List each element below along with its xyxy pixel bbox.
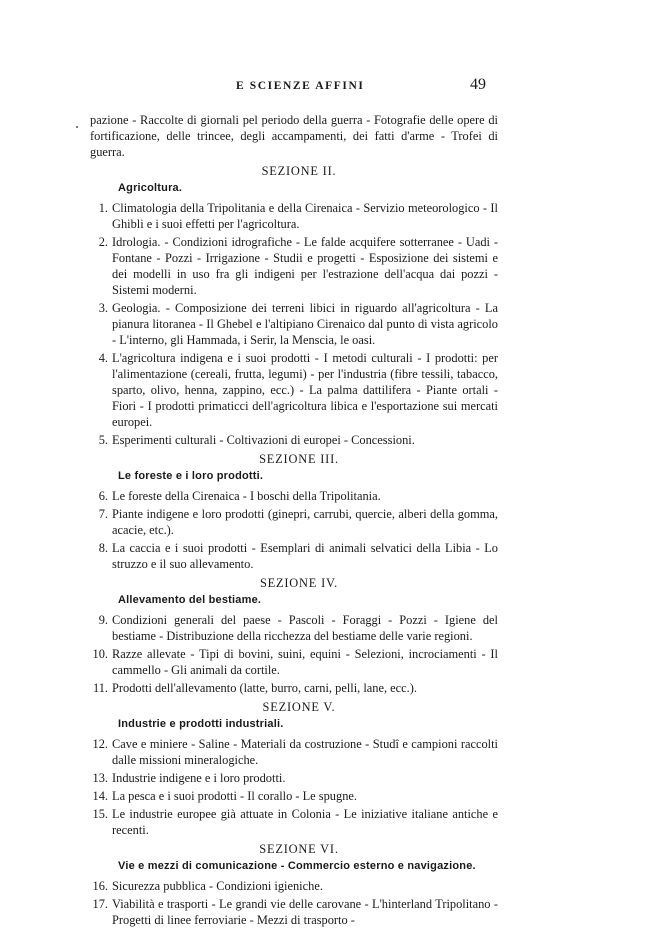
item-text: Condizioni generali del paese - Pascoli - Foraggi - Pozzi - Igiene del bestiame - Distribuzione della ricchezza del bestiame delle varie regioni. [112, 613, 498, 643]
section-title: SEZIONE III. [259, 452, 339, 466]
running-head: E SCIENZE AFFINI [236, 80, 365, 92]
item-number: 8. [98, 541, 108, 555]
item-number: 7. [98, 507, 108, 521]
item-text: Cave e miniere - Saline - Materiali da costruzione - Studî e campioni raccolti dalle missioni mineralogiche. [112, 737, 498, 767]
item-number: 15. [92, 807, 108, 821]
section-subtitle: Allevamento del bestiame. [118, 594, 262, 606]
list-item [90, 234, 498, 298]
list-item [90, 506, 498, 538]
page-body [90, 112, 498, 930]
item-number: 9. [98, 613, 108, 627]
item-number: 17. [92, 897, 108, 911]
item-number: 1. [98, 201, 108, 215]
section-subtitle: Industrie e prodotti industriali. [118, 718, 284, 730]
item-text: Industrie indigene e i loro prodotti. [112, 771, 286, 785]
item-number: 5. [98, 433, 108, 447]
item-number: 13. [92, 771, 108, 785]
item-text: Esperimenti culturali - Coltivazioni di europei - Concessioni. [112, 433, 415, 447]
speck-mark [76, 126, 78, 128]
item-text: Climatologia della Tripolitania e della Cirenaica - Servizio meteorologico - Il Ghibli e i suoi effetti per l'agricoltura. [112, 201, 498, 231]
intro-paragraph: pazione - Raccolte di giornali pel periodo della guerra - Fotografie delle opere di fortificazione, delle trincee, degli accampamenti, dei fatti d'arme - Trofei di guerra. [90, 113, 498, 159]
list-item [90, 200, 498, 232]
section-title: SEZIONE II. [261, 164, 337, 178]
list-item [90, 806, 498, 838]
item-text: Viabilità e trasporti - Le grandi vie delle carovane - L'hinterland Tripolitano - Progetti di linee ferroviarie - Mezzi di trasporto - [112, 897, 498, 927]
section-title: SEZIONE V. [262, 700, 336, 714]
item-text: La caccia e i suoi prodotti - Esemplari di animali selvatici della Libia - Lo struzzo e il suo allevamento. [112, 541, 498, 571]
sections-list [90, 163, 498, 928]
item-number: 6. [98, 489, 108, 503]
list-item [90, 896, 498, 928]
list-item [90, 680, 498, 696]
page-number: 49 [470, 76, 486, 93]
item-number: 11. [92, 681, 108, 695]
list-item [90, 770, 498, 786]
list-item [90, 432, 498, 448]
item-text: Piante indigene e loro prodotti (ginepri, carrubi, quercie, alberi della gomma, acacie, etc.). [112, 507, 498, 537]
item-number: 4. [98, 351, 108, 365]
item-number: 16. [92, 879, 108, 893]
section-subtitle: Vie e mezzi di comunicazione - Commercio esterno e navigazione. [118, 860, 476, 872]
section-title: SEZIONE IV. [259, 576, 339, 590]
page-header [0, 76, 646, 100]
list-item [90, 540, 498, 572]
item-number: 10. [92, 647, 108, 661]
section-subtitle: Agricoltura. [118, 182, 183, 194]
item-text: Idrologia. - Condizioni idrografiche - Le falde acquifere sotterranee - Uadi - Fontane - Pozzi - Irrigazione - Studii e progetti - Esposizione dei sistemi e dei modelli in uso fra gli indigeni per l'estrazione dell'acqua dai pozzi - Sistemi moderni. [112, 235, 498, 297]
item-text: Le foreste della Cirenaica - I boschi della Tripolitania. [112, 489, 381, 503]
item-text: Geologia. - Composizione dei terreni libici in riguardo all'agricoltura - La pianura litoranea - Il Ghebel e l'altipiano Cirenaico dal punto di vista agricolo - L'interno, gli Hammada, i Serir, la Menscia, le oasi. [112, 301, 498, 347]
list-item [90, 646, 498, 678]
item-text: Le industrie europee già attuate in Colonia - Le iniziative italiane antiche e recenti. [112, 807, 498, 837]
list-item [90, 788, 498, 804]
item-number: 14. [92, 789, 108, 803]
list-item [90, 488, 498, 504]
item-text: Prodotti dell'allevamento (latte, burro, carni, pelli, lane, ecc.). [112, 681, 417, 695]
item-text: La pesca e i suoi prodotti - Il corallo - Le spugne. [112, 789, 357, 803]
item-number: 3. [98, 301, 108, 315]
list-item [90, 300, 498, 348]
item-text: Sicurezza pubblica - Condizioni igieniche. [112, 879, 323, 893]
section-subtitle: Le foreste e i loro prodotti. [118, 470, 264, 482]
item-text: L'agricoltura indigena e i suoi prodotti - I metodi culturali - I prodotti: per l'alimentazione (cereali, frutta, legumi) - per l'industria (fibre tessili, tabacco, sparto, olivo, henna, zappino, ecc.) - La palma dattilifera - Piante ortali - Fiori - I prodotti primaticci dell'agricoltura libica e l'esportazione sui mercati europei. [112, 351, 498, 429]
list-item [90, 736, 498, 768]
list-item [90, 878, 498, 894]
section-title: SEZIONE VI. [259, 842, 339, 856]
item-number: 12. [92, 737, 108, 751]
item-text: Razze allevate - Tipi di bovini, suini, equini - Selezioni, incrociamenti - Il cammello - Gli animali da cortile. [112, 647, 498, 677]
list-item [90, 350, 498, 430]
list-item [90, 612, 498, 644]
item-number: 2. [98, 235, 108, 249]
